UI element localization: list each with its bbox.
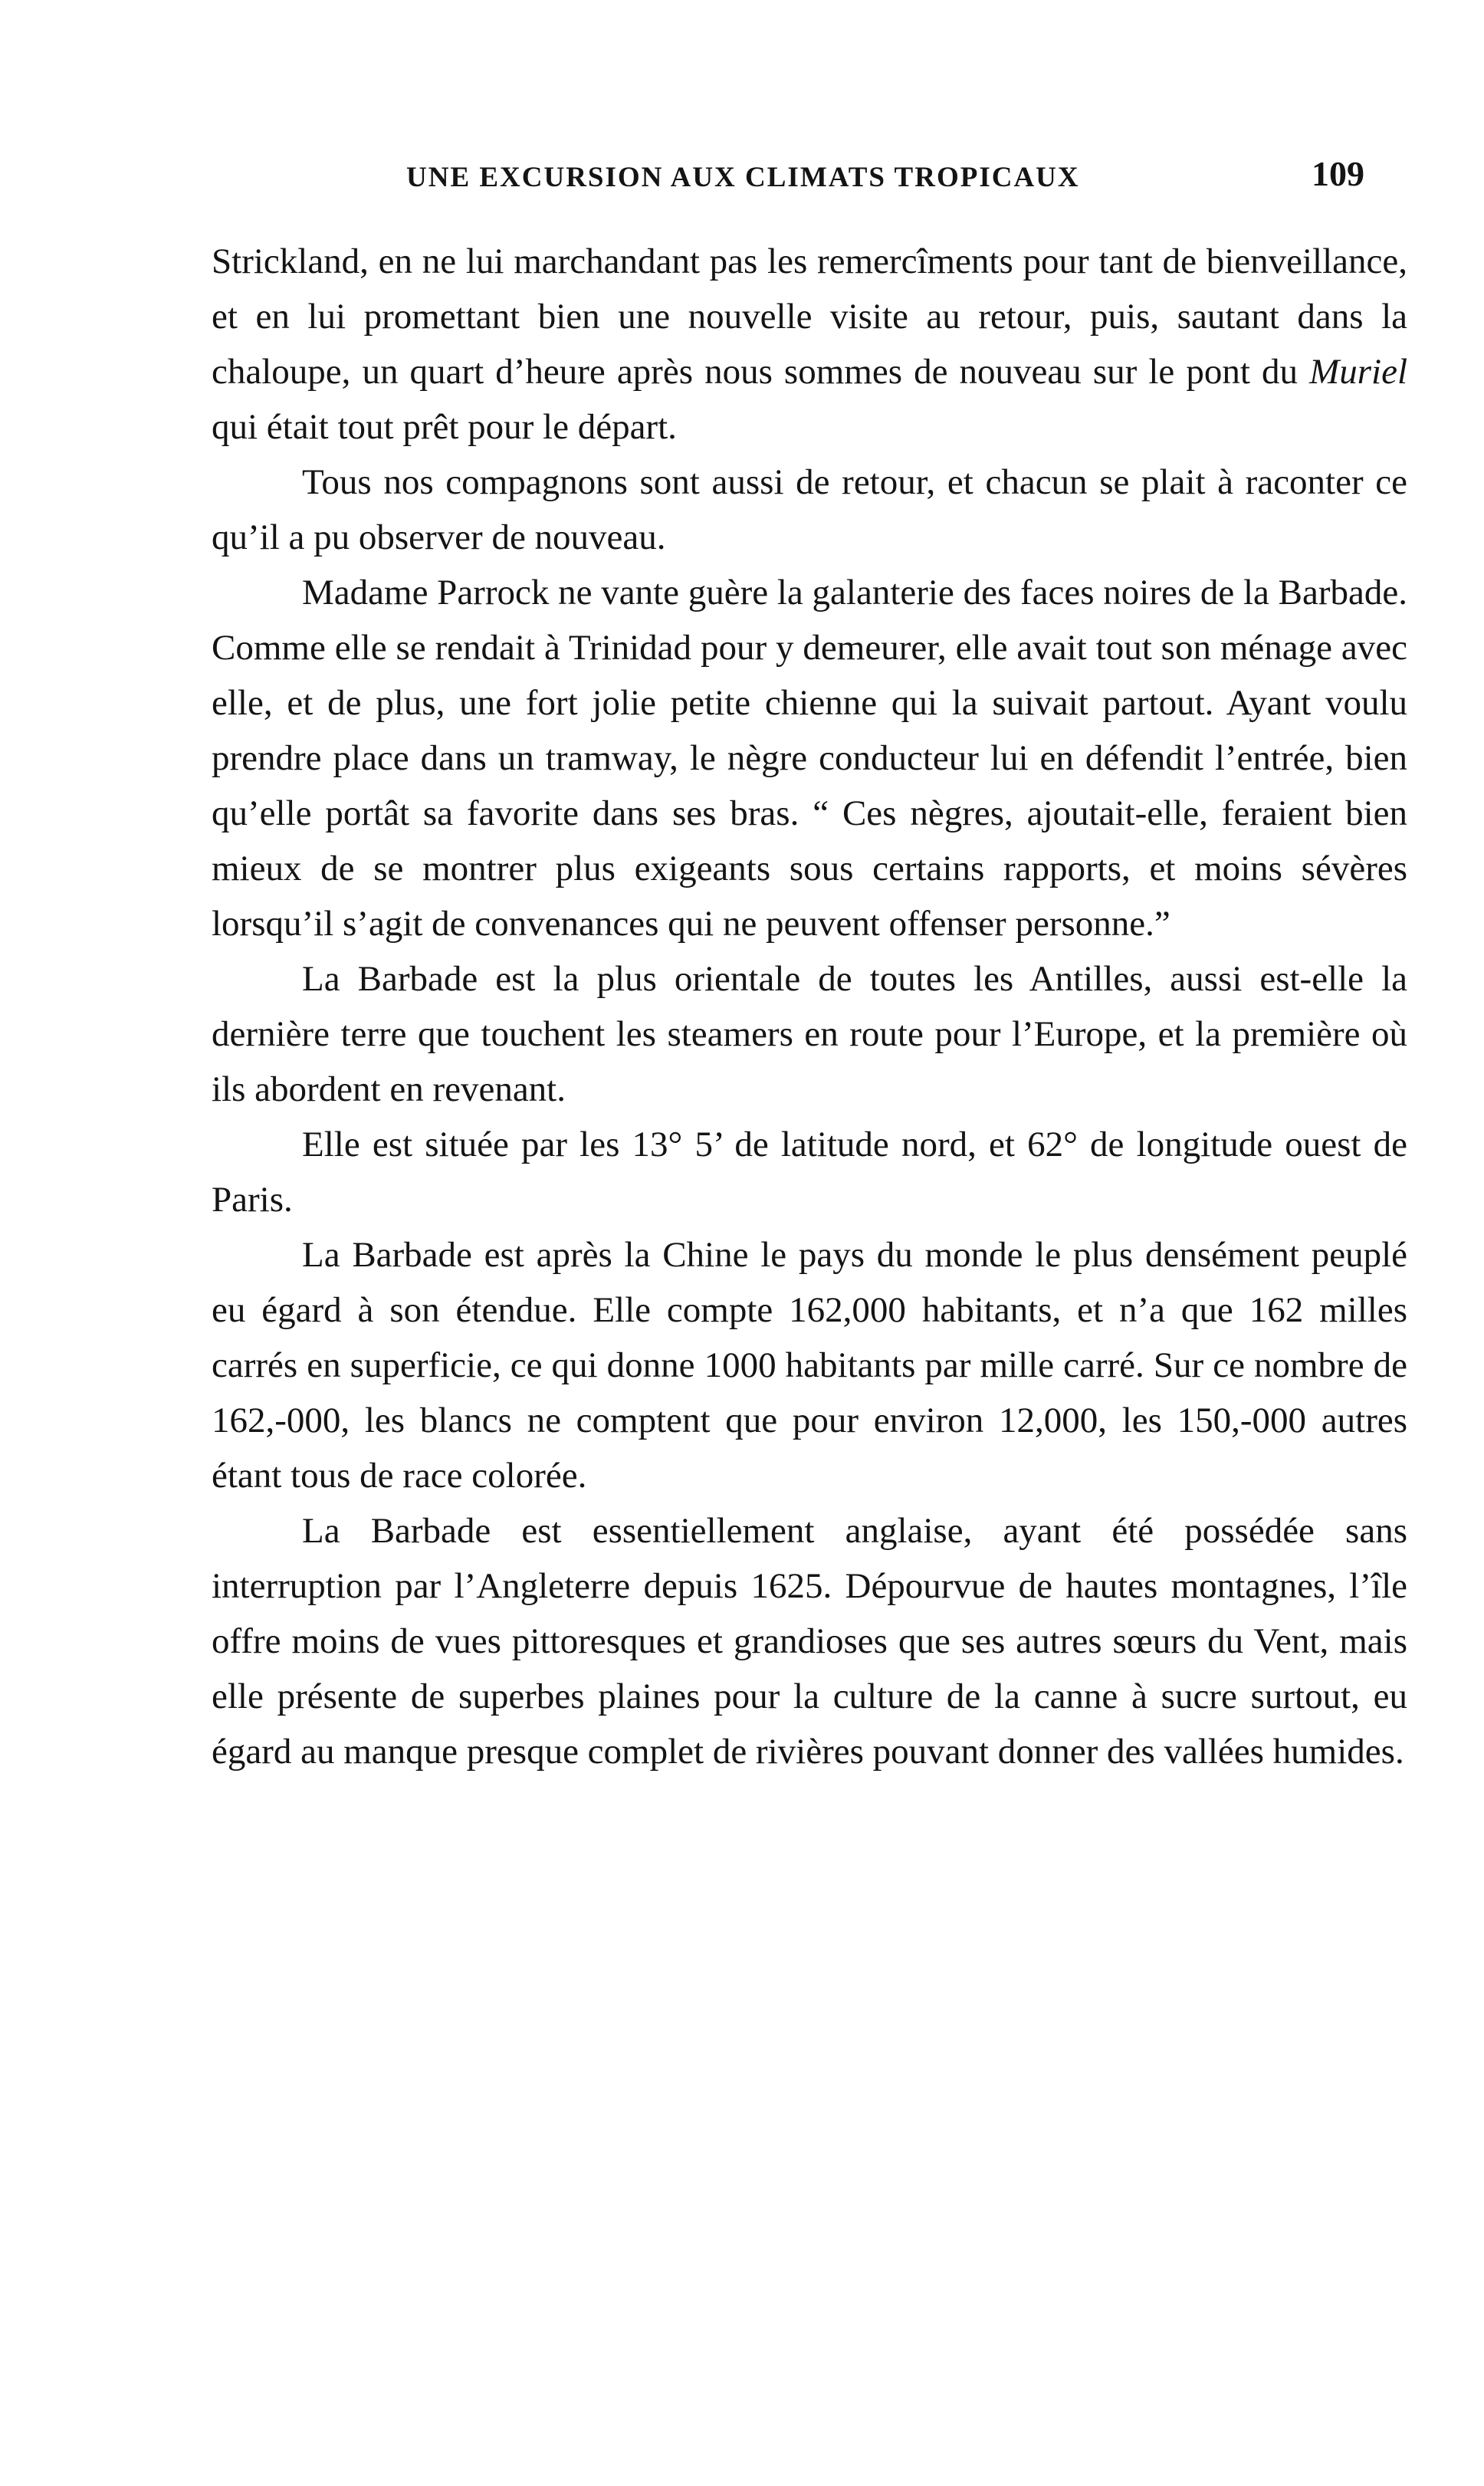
paragraph-2: Tous nos compagnons sont aussi de retour, et chacun se plait à raconter ce qu’il a pu observer de nouveau.	[212, 462, 1407, 557]
page-number: 109	[1312, 154, 1364, 193]
paragraph-6: La Barbade est après la Chine le pays du monde le plus densément peuplé eu égard à son étendue. Elle compte 162,000 habitants, et n’a que 162 milles carrés en superficie, ce qui donne 1000 habitants par mille carré. Sur ce nombre de 162,-000, les blancs ne comptent que pour environ 12,000, les 150,-000 autres étant tous de race colorée.	[212, 1235, 1407, 1496]
running-head: UNE EXCURSION AUX CLIMATS TROPICAUX	[406, 162, 1080, 193]
paragraph-1-text-start: Strickland, en ne lui marchandant pas les remercîments pour tant de bienveillance, et en lui promettant bien une nouvelle visite au retour, puis, sautant dans la chaloupe, un quart d’heure après nous sommes de nouveau sur le pont du	[212, 241, 1407, 392]
paragraph-4: La Barbade est la plus orientale de toutes les Antilles, aussi est-elle la dernière terre que touchent les steamers en route pour l’Europe, et la première où ils abordent en revenant.	[212, 959, 1407, 1109]
paragraph-1-text-end: qui était tout prêt pour le départ.	[212, 407, 677, 447]
ship-name: Muriel	[1309, 352, 1407, 392]
body-text	[212, 234, 1407, 1779]
paragraph-1	[212, 234, 1407, 455]
paragraph-3: Madame Parrock ne vante guère la galanterie des faces noires de la Barbade. Comme elle se rendait à Trinidad pour y demeurer, elle avait tout son ménage avec elle, et de plus, une fort jolie petite chienne qui la suivait partout. Ayant voulu prendre place dans un tramway, le nègre conducteur lui en défendit l’entrée, bien qu’elle portât sa favorite dans ses bras. “ Ces nègres, ajoutait-elle, feraient bien mieux de se montrer plus exigeants sous certains rapports, et moins sévères lorsqu’il s’agit de convenances qui ne peuvent offenser personne.”	[212, 573, 1407, 944]
page-header	[399, 153, 1395, 207]
paragraph-5: Elle est située par les 13° 5’ de latitude nord, et 62° de longitude ouest de Paris.	[212, 1125, 1407, 1220]
paragraph-7: La Barbade est essentiellement anglaise, ayant été possédée sans interruption par l’Angleterre depuis 1625. Dépourvue de hautes montagnes, l’île offre moins de vues pittoresques et grandioses que ses autres sœurs du Vent, mais elle présente de superbes plaines pour la culture de la canne à sucre surtout, eu égard au manque presque complet de rivières pouvant donner des vallées humides.	[212, 1511, 1407, 1772]
